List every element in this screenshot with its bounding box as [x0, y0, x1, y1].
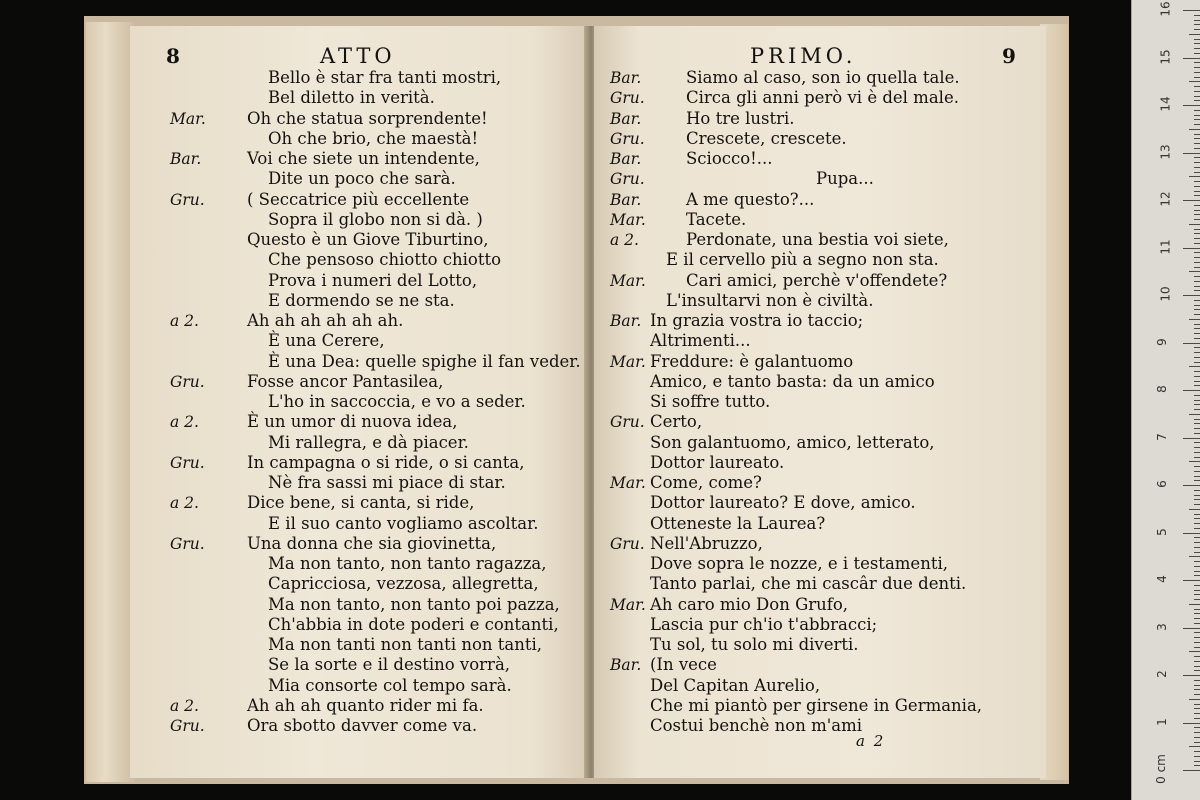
ruler-label: 5	[1154, 527, 1169, 536]
verse-line: Amico, e tanto basta: da un amico	[650, 371, 935, 391]
ruler-tick	[1194, 362, 1200, 363]
ruler-tick	[1194, 490, 1200, 491]
ruler-label: 6	[1154, 480, 1169, 488]
speaker-label: a 2.	[170, 494, 199, 513]
ruler-tick	[1194, 357, 1200, 358]
ruler-tick	[1194, 718, 1200, 719]
verse-line: Sopra il globo non si dà. )	[268, 209, 483, 229]
verse-line: E il suo canto vogliamo ascoltar.	[268, 513, 539, 533]
ruler-tick	[1194, 96, 1200, 97]
ruler-tick	[1194, 324, 1200, 325]
ruler-tick	[1194, 547, 1200, 548]
ruler-tick	[1194, 575, 1200, 576]
ruler-tick	[1194, 480, 1200, 481]
ruler-tick	[1194, 689, 1200, 690]
verse-line: Del Capitan Aurelio,	[650, 675, 821, 695]
speaker-label: Gru.	[170, 453, 205, 472]
verse-line: Prova i numeri del Lotto,	[268, 270, 478, 290]
ruler-tick	[1194, 77, 1200, 78]
ruler-tick	[1183, 153, 1200, 154]
verse-line: Costui benchè non m'ami	[650, 716, 863, 735]
verse-line: Una donna che sia giovinetta,	[247, 533, 497, 553]
ruler-tick	[1189, 176, 1200, 177]
ruler-tick	[1194, 148, 1200, 149]
verse-line: Oh che statua sorprendente!	[247, 108, 488, 128]
ruler-tick	[1194, 471, 1200, 472]
verse-line: Mia consorte col tempo sarà.	[268, 675, 512, 695]
speaker-label: Gru.	[170, 717, 205, 735]
ruler-tick	[1194, 656, 1200, 657]
verse-line: È un umor di nuova idea,	[247, 412, 458, 432]
page-number: 9	[1002, 44, 1016, 68]
ruler-tick	[1194, 143, 1200, 144]
measuring-ruler	[1131, 0, 1200, 800]
ruler-label: 8	[1154, 385, 1169, 393]
ruler-tick	[1194, 167, 1200, 168]
ruler-tick	[1194, 300, 1200, 301]
verse-line: Se la sorte e il destino vorrà,	[268, 655, 511, 675]
verse-line: Come, come?	[650, 473, 762, 492]
ruler-tick	[1194, 404, 1200, 405]
ruler-tick	[1194, 138, 1200, 139]
ruler-tick	[1194, 637, 1200, 638]
speaker-label: Gru.	[170, 534, 205, 553]
ruler-tick	[1194, 694, 1200, 695]
ruler-tick	[1183, 200, 1200, 201]
ruler-tick	[1194, 181, 1200, 182]
verse-line: Che pensoso chiotto chiotto	[268, 250, 502, 270]
ruler-tick	[1194, 561, 1200, 562]
verse-line: Dite un poco che sarà.	[268, 169, 456, 189]
ruler-tick	[1194, 119, 1200, 120]
ruler-tick	[1194, 447, 1200, 448]
ruler-tick	[1194, 338, 1200, 339]
ruler-tick	[1194, 72, 1200, 73]
ruler-tick	[1194, 661, 1200, 662]
ruler-label: 14	[1158, 96, 1173, 112]
ruler-tick	[1194, 86, 1200, 87]
ruler-tick	[1194, 666, 1200, 667]
ruler-tick	[1194, 670, 1200, 671]
ruler-tick	[1194, 233, 1200, 234]
ruler-label: 4	[1154, 575, 1169, 583]
ruler-tick	[1183, 343, 1200, 344]
ruler-tick	[1194, 205, 1200, 206]
verse-line: Freddure: è galantuomo	[650, 351, 854, 371]
ruler-tick	[1194, 504, 1200, 505]
ruler-tick	[1189, 129, 1200, 130]
ruler-tick	[1194, 528, 1200, 529]
ruler-tick	[1183, 58, 1200, 59]
speaker-label: a 2.	[170, 312, 199, 330]
verse-line: Bello è star fra tanti mostri,	[268, 68, 502, 87]
ruler-tick	[1194, 751, 1200, 752]
verse-line: Questo è un Giove Tiburtino,	[247, 230, 489, 249]
ruler-tick	[1194, 371, 1200, 372]
verse-line: Ch'abbia in dote poderi e contanti,	[268, 614, 559, 634]
verse-line: Sciocco!...	[686, 149, 773, 168]
ruler-tick	[1194, 433, 1200, 434]
verse-line: È una Dea: quelle spighe il fan veder.	[268, 351, 581, 371]
ruler-tick	[1189, 651, 1200, 652]
verse-line: Ma non tanti non tanti non tanti,	[268, 635, 543, 654]
ruler-tick	[1194, 732, 1200, 733]
signature-mark: a 2	[856, 732, 886, 750]
verse-line: Si soffre tutto.	[650, 392, 771, 411]
verse-line: Tanto parlai, che mi cascâr due denti.	[650, 574, 967, 594]
ruler-label: 9	[1154, 337, 1169, 346]
ruler-tick	[1194, 186, 1200, 187]
ruler-tick	[1194, 124, 1200, 125]
ruler-tick	[1194, 713, 1200, 714]
ruler-tick	[1194, 623, 1200, 624]
ruler-tick	[1194, 376, 1200, 377]
verse-line: Ho tre lustri.	[686, 108, 795, 128]
verse-line: Ma non tanto, non tanto ragazza,	[268, 554, 547, 573]
speaker-label: Mar.	[170, 109, 206, 128]
ruler-tick	[1194, 642, 1200, 643]
speaker-label: Bar.	[610, 109, 642, 128]
verse-line: Siamo al caso, son io quella tale.	[686, 68, 960, 87]
ruler-tick	[1194, 314, 1200, 315]
verse-line: Tu sol, tu solo mi diverti.	[650, 635, 859, 654]
ruler-tick	[1194, 100, 1200, 101]
ruler-label: 0 cm	[1153, 754, 1168, 784]
ruler-tick	[1194, 267, 1200, 268]
ruler-tick	[1194, 24, 1200, 25]
ruler-tick	[1194, 613, 1200, 614]
verse-line: Otteneste la Laurea?	[650, 513, 826, 533]
ruler-tick	[1194, 680, 1200, 681]
speaker-label: Gru.	[170, 372, 205, 391]
verse-line: L'insultarvi non è civiltà.	[666, 290, 874, 310]
verse-line: Ma non tanto, non tanto poi pazza,	[268, 594, 560, 614]
ruler-tick	[1183, 485, 1200, 486]
ruler-tick	[1194, 590, 1200, 591]
ruler-tick	[1194, 262, 1200, 263]
ruler-tick	[1194, 53, 1200, 54]
ruler-tick	[1183, 723, 1200, 724]
ruler-tick	[1194, 571, 1200, 572]
speaker-label: a 2.	[610, 231, 639, 249]
ruler-tick	[1194, 542, 1200, 543]
ruler-tick	[1194, 210, 1200, 211]
ruler-tick	[1194, 286, 1200, 287]
verse-line: Altrimenti...	[650, 331, 751, 351]
ruler-tick	[1183, 295, 1200, 296]
ruler-tick	[1194, 708, 1200, 709]
verse-line: Crescete, crescete.	[686, 128, 847, 148]
speaker-label: Bar.	[610, 312, 642, 330]
verse-line: (In vece	[650, 655, 717, 675]
ruler-tick	[1194, 91, 1200, 92]
verse-line: Mi rallegra, e dà piacer.	[268, 432, 469, 452]
verse-line: Circa gli anni però vi è del male.	[686, 88, 959, 108]
ruler-tick	[1194, 685, 1200, 686]
speaker-label: Bar.	[610, 190, 642, 209]
ruler-tick	[1194, 352, 1200, 353]
ruler-label: 2	[1154, 670, 1169, 678]
verse-line: Certo,	[650, 412, 703, 432]
ruler-tick	[1189, 319, 1200, 320]
ruler-tick	[1189, 81, 1200, 82]
speaker-label: Bar.	[170, 150, 202, 168]
ruler-tick	[1189, 604, 1200, 605]
speaker-label: a 2.	[170, 413, 199, 432]
ruler-tick	[1194, 328, 1200, 329]
verse-line: Dottor laureato.	[650, 452, 785, 472]
ruler-tick	[1194, 756, 1200, 757]
ruler-tick	[1194, 452, 1200, 453]
verse-line: Fosse ancor Pantasilea,	[247, 371, 444, 391]
speaker-label: Bar.	[610, 69, 642, 87]
verse-line: Oh che brio, che maestà!	[268, 128, 479, 148]
ruler-tick	[1194, 457, 1200, 458]
ruler-tick	[1194, 157, 1200, 158]
speaker-label: Mar.	[610, 595, 646, 614]
ruler-tick	[1194, 385, 1200, 386]
verse-line: Son galantuomo, amico, letterato,	[650, 432, 935, 452]
ruler-tick	[1194, 585, 1200, 586]
ruler-tick	[1194, 257, 1200, 258]
running-head: PRIMO.	[750, 44, 857, 68]
ruler-tick	[1194, 594, 1200, 595]
ruler-label: 7	[1154, 432, 1169, 441]
ruler-tick	[1194, 110, 1200, 111]
verse-line: In grazia vostra io taccio;	[650, 311, 864, 330]
verse-line: Cari amici, perchè v'offendete?	[686, 270, 948, 290]
ruler-tick	[1194, 523, 1200, 524]
ruler-tick	[1183, 390, 1200, 391]
ruler-tick	[1194, 229, 1200, 230]
speaker-label: Mar.	[610, 271, 646, 290]
ruler-tick	[1194, 252, 1200, 253]
speaker-label: Gru.	[610, 129, 645, 148]
speaker-label: Mar.	[610, 210, 646, 229]
ruler-tick	[1194, 48, 1200, 49]
ruler-tick	[1189, 271, 1200, 272]
verse-line: Ah caro mio Don Grufo,	[650, 594, 849, 614]
ruler-tick	[1194, 499, 1200, 500]
verse-line: Dottor laureato? E dove, amico.	[650, 493, 916, 513]
speaker-label: a 2.	[170, 696, 199, 715]
ruler-tick	[1194, 39, 1200, 40]
ruler-tick	[1194, 20, 1200, 21]
ruler-label: 10	[1158, 286, 1173, 302]
ruler-tick	[1194, 618, 1200, 619]
verse-line: Che mi piantò per girsene in Germania,	[650, 695, 983, 715]
ruler-tick	[1194, 395, 1200, 396]
ruler-tick	[1194, 647, 1200, 648]
ruler-tick	[1194, 514, 1200, 515]
ruler-tick	[1194, 238, 1200, 239]
ruler-tick	[1189, 699, 1200, 700]
verse-line: E dormendo se ne sta.	[268, 290, 455, 310]
speaker-label: Gru.	[610, 170, 645, 189]
ruler-label: 15	[1158, 48, 1173, 65]
ruler-tick	[1183, 770, 1200, 771]
speaker-label: Mar.	[610, 352, 646, 371]
ruler-tick	[1189, 414, 1200, 415]
ruler-tick	[1194, 476, 1200, 477]
ruler-tick	[1194, 537, 1200, 538]
verse-line: L'ho in saccoccia, e vo a seder.	[268, 392, 526, 411]
verse-line: Perdonate, una bestia voi siete,	[686, 230, 949, 249]
verse-line: Nell'Abruzzo,	[650, 533, 763, 553]
ruler-tick	[1194, 347, 1200, 348]
ruler-label: 16	[1158, 1, 1173, 17]
speaker-label: Gru.	[610, 413, 645, 432]
speaker-label: Gru.	[170, 190, 205, 209]
ruler-label: 12	[1158, 191, 1173, 207]
ruler-tick	[1194, 290, 1200, 291]
ruler-tick	[1183, 533, 1200, 534]
ruler-tick	[1194, 281, 1200, 282]
ruler-tick	[1194, 609, 1200, 610]
speaker-label: Gru.	[610, 534, 645, 553]
page-number: 8	[166, 44, 180, 68]
ruler-tick	[1194, 115, 1200, 116]
verse-line: Dove sopra le nozze, e i testamenti,	[650, 554, 948, 573]
ruler-tick	[1194, 243, 1200, 244]
ruler-tick	[1189, 746, 1200, 747]
ruler-label: 13	[1158, 143, 1173, 160]
ruler-tick	[1183, 248, 1200, 249]
verse-line: Pupa...	[816, 169, 874, 189]
ruler-label: 3	[1154, 622, 1169, 631]
ruler-tick	[1194, 632, 1200, 633]
ruler-tick	[1194, 423, 1200, 424]
ruler-tick	[1183, 675, 1200, 676]
verse-line: ( Seccatrice più eccellente	[247, 189, 470, 209]
ruler-tick	[1194, 409, 1200, 410]
ruler-label: 11	[1158, 238, 1173, 255]
speaker-label: Bar.	[610, 150, 642, 168]
ruler-tick	[1194, 67, 1200, 68]
verse-line: È una Cerere,	[268, 331, 385, 351]
verse-line: In campagna o si ride, o si canta,	[247, 452, 525, 472]
ruler-tick	[1194, 428, 1200, 429]
verse-line: Nè fra sassi mi piace di star.	[268, 473, 506, 492]
ruler-tick	[1189, 509, 1200, 510]
ruler-tick	[1194, 466, 1200, 467]
verse-line: Bel diletto in verità.	[268, 88, 435, 108]
ruler-tick	[1194, 276, 1200, 277]
ruler-tick	[1194, 742, 1200, 743]
ruler-tick	[1194, 214, 1200, 215]
verse-line: A me questo?...	[686, 189, 815, 209]
ruler-tick	[1194, 495, 1200, 496]
ruler-tick	[1194, 195, 1200, 196]
right-page	[594, 26, 1046, 778]
ruler-tick	[1194, 737, 1200, 738]
ruler-tick	[1194, 191, 1200, 192]
ruler-tick	[1194, 704, 1200, 705]
ruler-tick	[1194, 305, 1200, 306]
ruler-tick	[1183, 10, 1200, 11]
verse-line: Tacete.	[686, 209, 747, 229]
verse-line: Voi che siete un intendente,	[247, 149, 480, 168]
ruler-tick	[1194, 727, 1200, 728]
ruler-tick	[1189, 556, 1200, 557]
ruler-tick	[1194, 43, 1200, 44]
left-page	[130, 26, 588, 778]
ruler-tick	[1194, 765, 1200, 766]
ruler-tick	[1183, 580, 1200, 581]
verse-line: Ah ah ah quanto rider mi fa.	[247, 695, 484, 715]
verse-line: Ah ah ah ah ah ah.	[247, 311, 404, 330]
ruler-tick	[1194, 761, 1200, 762]
ruler-tick	[1194, 333, 1200, 334]
ruler-tick	[1194, 442, 1200, 443]
ruler-tick	[1183, 438, 1200, 439]
ruler-tick	[1194, 62, 1200, 63]
running-head: ATTO	[320, 44, 396, 68]
ruler-tick	[1194, 309, 1200, 310]
ruler-tick	[1189, 366, 1200, 367]
speaker-label: Bar.	[610, 656, 642, 675]
verse-line: Capricciosa, vezzosa, allegretta,	[268, 574, 539, 594]
ruler-tick	[1194, 172, 1200, 173]
ruler-tick	[1189, 34, 1200, 35]
ruler-tick	[1194, 400, 1200, 401]
ruler-tick	[1189, 224, 1200, 225]
speaker-label: Gru.	[610, 89, 645, 108]
ruler-tick	[1194, 134, 1200, 135]
ruler-tick	[1194, 599, 1200, 600]
ruler-tick	[1194, 219, 1200, 220]
speaker-label: Mar.	[610, 474, 646, 492]
ruler-tick	[1194, 419, 1200, 420]
ruler-tick	[1194, 518, 1200, 519]
cover-edge-left	[86, 22, 134, 782]
ruler-label: 1	[1154, 717, 1169, 726]
ruler-tick	[1194, 552, 1200, 553]
verse-line: Ora sbotto davver come va.	[247, 716, 478, 735]
ruler-tick	[1194, 15, 1200, 16]
ruler-tick	[1183, 105, 1200, 106]
ruler-tick	[1194, 381, 1200, 382]
ruler-tick	[1183, 628, 1200, 629]
verse-line: Dice bene, si canta, si ride,	[247, 493, 475, 513]
verse-line: Lascia pur ch'io t'abbracci;	[650, 614, 878, 634]
ruler-tick	[1194, 29, 1200, 30]
ruler-tick	[1194, 566, 1200, 567]
ruler-tick	[1189, 461, 1200, 462]
ruler-tick	[1194, 162, 1200, 163]
verse-line: E il cervello più a segno non sta.	[666, 250, 939, 270]
